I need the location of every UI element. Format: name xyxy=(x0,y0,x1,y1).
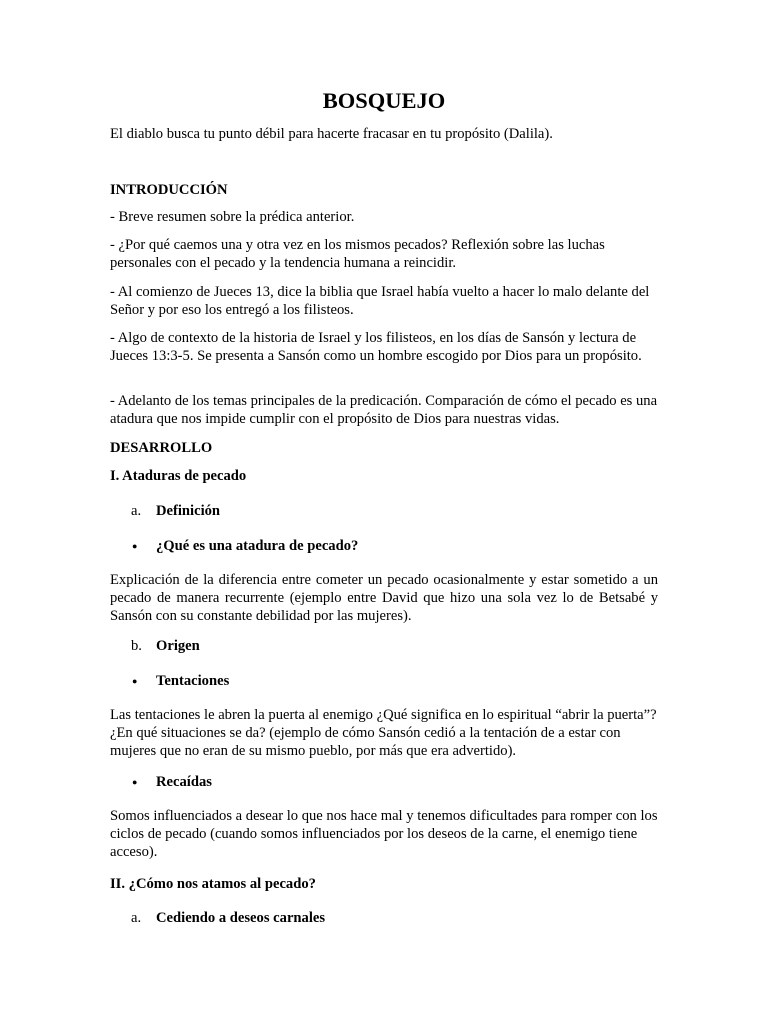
bullet-icon: ● xyxy=(132,541,138,551)
list-marker: a. xyxy=(131,503,142,519)
intro-item: - Breve resumen sobre la prédica anterior. xyxy=(110,209,355,225)
document-title: BOSQUEJO xyxy=(322,88,446,113)
list-item-carnal-desires: Cediendo a deseos carnales xyxy=(156,910,326,926)
section-2-heading: II. ¿Cómo nos atamos al pecado? xyxy=(110,876,316,892)
paragraph-explanation: Explicación de la diferencia entre cometer un pecado ocasionalmente y estar sometido a un pecado de manera recurrente (ejemplo entre David que hizo una sola vez lo de Betsabé y Sansón con su constante debilidad por las mujeres). xyxy=(110,572,658,624)
bullet-item-question: ¿Qué es una atadura de pecado? xyxy=(156,538,359,554)
bullet-item-relapses: Recaídas xyxy=(156,774,212,790)
bullet-icon: ● xyxy=(132,676,138,686)
list-marker: b. xyxy=(131,638,142,654)
section-1-heading: I. Ataduras de pecado xyxy=(110,468,247,484)
intro-item: - Adelanto de los temas principales de la predicación. Comparación de cómo el pecado es una atadura que nos impide cumplir con el propósito de Dios para nuestras vidas. xyxy=(110,393,658,427)
intro-item: - Algo de contexto de la historia de Israel y los filisteos, en los días de Sansón y lectura de Jueces 13:3-5. Se presenta a Sansón como un hombre escogido por Dios para un propósito. xyxy=(110,330,642,364)
intro-item: - ¿Por qué caemos una y otra vez en los mismos pecados? Reflexión sobre las luchas personales con el pecado y la tendencia humana a reincidir. xyxy=(110,237,605,271)
intro-item: - Al comienzo de Jueces 13, dice la biblia que Israel había vuelto a hacer lo malo delante del Señor y por eso los entregó a los filisteos. xyxy=(110,284,650,318)
bullet-item-temptations: Tentaciones xyxy=(156,673,230,689)
intro-heading: INTRODUCCIÓN xyxy=(110,182,228,198)
list-marker: a. xyxy=(131,910,142,926)
paragraph-temptations: Las tentaciones le abren la puerta al enemigo ¿Qué significa en lo espiritual “abrir la puerta”? ¿En qué situaciones se da? (ejemplo de cómo Sansón cedió a la tentación de a estar con mujeres que no eran de su mismo pueblo, por más que era advertido). xyxy=(110,707,657,759)
development-heading: DESARROLLO xyxy=(110,440,213,456)
list-item-definition: Definición xyxy=(156,503,221,519)
bullet-icon: ● xyxy=(132,777,138,787)
subtitle: El diablo busca tu punto débil para hacerte fracasar en tu propósito (Dalila). xyxy=(110,126,553,142)
list-item-origin: Origen xyxy=(156,638,200,654)
paragraph-relapses: Somos influenciados a desear lo que nos hace mal y tenemos dificultades para romper con los ciclos de pecado (cuando somos influenciados por los deseos de la carne, el enemigo tiene acceso). xyxy=(110,808,658,860)
